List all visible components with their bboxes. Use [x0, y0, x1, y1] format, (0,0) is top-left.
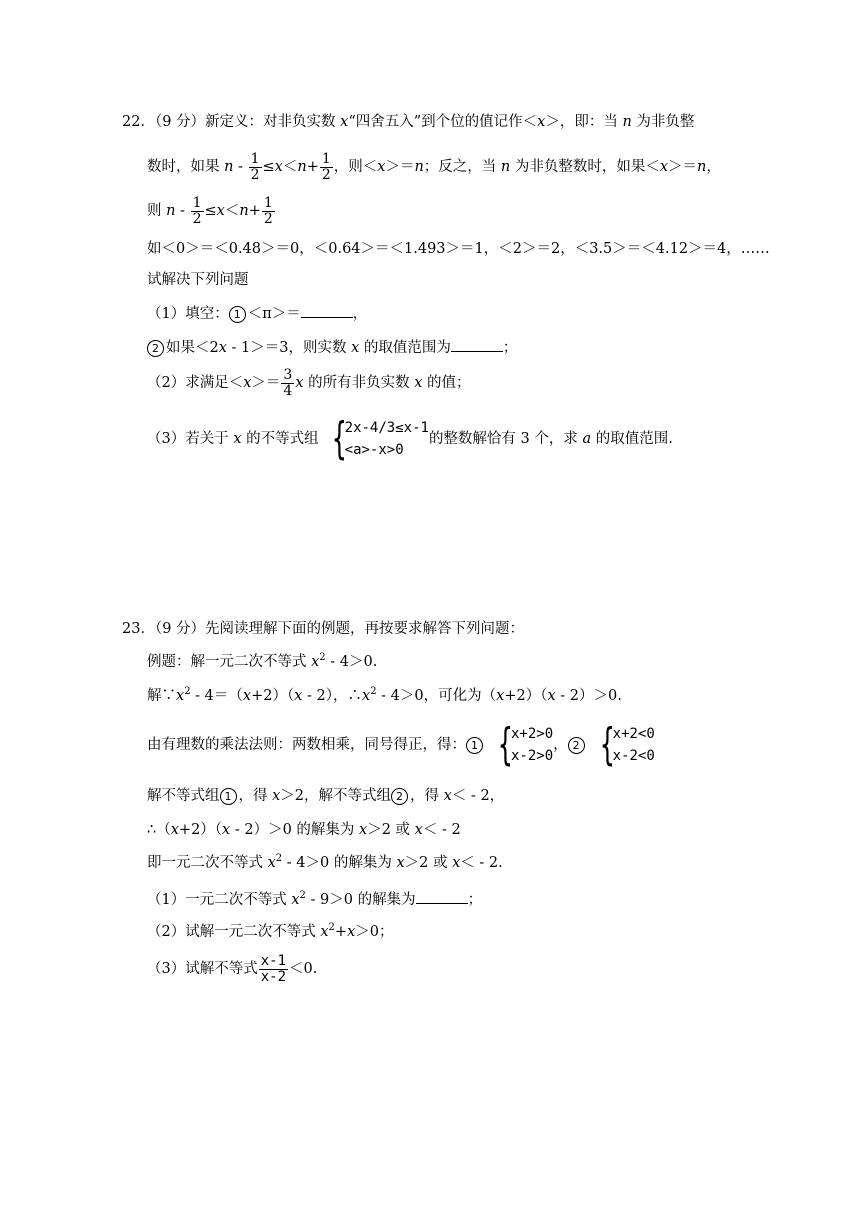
- q23-example: [147, 652, 377, 672]
- text: “四舍五入”到个位的值记作＜: [348, 114, 538, 130]
- text: +2）（: [251, 688, 295, 704]
- frac-num: x-1: [260, 952, 287, 969]
- text: ≤: [204, 203, 217, 219]
- var-x: x: [547, 688, 556, 704]
- text: 的不等式组: [241, 431, 319, 447]
- text: ；: [502, 340, 518, 356]
- q23-part2: [147, 922, 393, 942]
- q23-part3: [147, 950, 317, 988]
- text: ，得: [238, 788, 273, 804]
- frac-den: x-2: [260, 968, 287, 985]
- superscript: 2: [370, 686, 377, 698]
- var-x: x: [359, 822, 368, 838]
- text: ＜π＞＝: [247, 306, 301, 322]
- var-x: x: [243, 375, 252, 391]
- text: - 4＞0.: [325, 654, 378, 670]
- text: ；: [467, 892, 483, 908]
- var-x: x: [414, 375, 423, 391]
- frac-den: 2: [263, 210, 273, 227]
- frac-num: 1: [192, 194, 202, 211]
- text: ，得: [410, 788, 444, 804]
- text: ＜: [224, 203, 240, 219]
- var-x: x: [320, 924, 329, 940]
- var-x: x: [267, 855, 276, 871]
- text: 的取值范围.: [591, 431, 673, 447]
- text: - 4＝（: [190, 688, 243, 704]
- var-x: x: [443, 788, 452, 804]
- text: ＞2，解不等式组: [280, 788, 392, 804]
- fraction-three-quarters: [281, 368, 294, 399]
- text: （2）试解一元二次不等式: [147, 924, 321, 940]
- text: ＜ - 2: [422, 822, 461, 838]
- text: - 4＞0 的解集为: [282, 855, 397, 871]
- var-n: n: [414, 159, 424, 175]
- frac-den: 4: [283, 382, 293, 399]
- q23-solution: [147, 686, 622, 706]
- fraction-half: [249, 152, 262, 183]
- answer-blank[interactable]: [451, 337, 503, 352]
- text: 为非负整: [631, 114, 695, 130]
- system-row: x-2<0: [612, 748, 655, 764]
- text: - 2），∴: [302, 688, 362, 704]
- var-x: x: [311, 654, 320, 670]
- q23-conclusion: [147, 853, 503, 873]
- var-x: x: [496, 688, 505, 704]
- q23-rule: [147, 718, 655, 772]
- q23-therefore: [147, 820, 461, 840]
- q23-solve-systems: [147, 786, 504, 806]
- text: -: [175, 203, 190, 219]
- var-a: a: [582, 431, 592, 447]
- text: 如果＜2: [166, 340, 219, 356]
- text: - 2）＞0.: [555, 688, 622, 704]
- frac-num: 3: [283, 366, 293, 383]
- system-row: x-2>0: [511, 748, 554, 764]
- superscript: 2: [328, 922, 335, 934]
- var-x: x: [537, 114, 546, 130]
- inequality-system-2: [587, 719, 655, 770]
- q22-line1: [122, 112, 694, 132]
- var-x: x: [351, 340, 360, 356]
- text: ，: [706, 159, 721, 175]
- text: 的取值范围为: [359, 340, 451, 356]
- left-brace-icon: {: [497, 719, 513, 770]
- text: ＞＝: [251, 375, 281, 391]
- text: ＜: [282, 159, 298, 175]
- text: （3）若关于: [147, 431, 234, 447]
- system-row: x+2<0: [612, 726, 655, 742]
- answer-blank[interactable]: [416, 889, 468, 904]
- frac-num: 1: [321, 150, 331, 167]
- text: 则: [147, 203, 167, 219]
- system-row: x+2>0: [511, 726, 554, 742]
- frac-den: 2: [192, 210, 202, 227]
- q22-instruction: 试解决下列问题: [147, 272, 249, 288]
- var-x: x: [452, 855, 461, 871]
- superscript: 2: [184, 686, 191, 698]
- q23-title: 23．（9 分）先阅读理解下面的例题，再按要求解答下列问题：: [122, 621, 525, 637]
- var-x: x: [291, 892, 300, 908]
- text: -: [233, 159, 248, 175]
- frac-den: 2: [321, 166, 331, 183]
- text: 数时，如果: [147, 159, 225, 175]
- var-x: x: [274, 159, 283, 175]
- var-n: n: [622, 114, 632, 130]
- circled-number-1: 1: [466, 737, 483, 754]
- frac-num: 1: [250, 150, 260, 167]
- text: ＞2 或: [367, 822, 415, 838]
- var-x: x: [295, 375, 304, 391]
- text: - 2）＞0 的解集为: [230, 822, 360, 838]
- var-x: x: [218, 340, 227, 356]
- var-x: x: [216, 203, 225, 219]
- inequality-system-1: [485, 719, 554, 770]
- fraction-half: [320, 152, 333, 183]
- text: ＞＝: [668, 159, 698, 175]
- text: ＜ - 2.: [460, 855, 503, 871]
- answer-blank[interactable]: [301, 303, 353, 318]
- text: ，: [352, 306, 368, 322]
- q22-line2: [147, 150, 721, 184]
- var-x: x: [659, 159, 669, 175]
- superscript: 2: [275, 853, 283, 865]
- var-x: x: [396, 855, 405, 871]
- inequality-system: [319, 413, 429, 464]
- circled-number-1: 1: [229, 306, 246, 323]
- var-x: x: [222, 822, 231, 838]
- circled-number-2: 2: [391, 788, 408, 805]
- text: ＜0.: [289, 961, 318, 977]
- var-x: x: [377, 159, 386, 175]
- text: （3）试解不等式: [147, 961, 258, 977]
- var-x: x: [233, 431, 242, 447]
- text: ≤: [262, 159, 275, 175]
- q22-part1: [147, 303, 367, 324]
- text: （1）一元二次不等式: [147, 892, 292, 908]
- fraction-half: [262, 196, 275, 227]
- circled-number-2: 2: [147, 340, 164, 357]
- var-x: x: [362, 688, 371, 704]
- q23-part1: [147, 889, 482, 910]
- var-x: x: [170, 822, 179, 838]
- var-x: x: [176, 688, 185, 704]
- text: - 1＞＝3，则实数: [226, 340, 352, 356]
- text: 解不等式组: [147, 788, 220, 804]
- var-n: n: [166, 203, 176, 219]
- text: ；反之，当: [423, 159, 501, 175]
- var-x: x: [272, 788, 281, 804]
- text: 为非负整数时，如果＜: [510, 159, 660, 175]
- var-x: x: [347, 924, 356, 940]
- text: +2）（: [504, 688, 548, 704]
- text: +: [306, 159, 319, 175]
- text: 的值；: [422, 375, 471, 391]
- superscript: 2: [319, 652, 326, 664]
- text: ，则＜: [333, 159, 378, 175]
- var-x: x: [340, 114, 349, 130]
- left-brace-icon: {: [331, 413, 347, 464]
- fraction-rational: [259, 954, 288, 985]
- text: 由有理数的乘法法则：两数相乘，同号得正，得：: [147, 737, 466, 753]
- var-n: n: [297, 159, 307, 175]
- text: - 9＞0 的解集为: [305, 892, 416, 908]
- var-x: x: [294, 688, 303, 704]
- system-row: <a>-x>0: [344, 442, 404, 458]
- var-n: n: [500, 159, 511, 175]
- var-n: n: [224, 159, 234, 175]
- text: ＞，即：当: [545, 114, 623, 130]
- fraction-half: [191, 196, 204, 227]
- text: ∴（: [147, 822, 171, 838]
- text: ＜ - 2，: [451, 788, 505, 804]
- frac-den: 2: [250, 166, 260, 183]
- var-n: n: [697, 159, 707, 175]
- text: ，: [553, 737, 568, 753]
- q22-part3: [147, 412, 673, 466]
- text: 解∵: [147, 688, 176, 704]
- var-n: n: [239, 203, 249, 219]
- text: +2）（: [178, 822, 223, 838]
- text: - 4＞0，可化为（: [376, 688, 497, 704]
- text: 的整数解恰有 3 个，求: [428, 431, 583, 447]
- frac-num: 1: [263, 194, 273, 211]
- q22-part1-2: [147, 337, 517, 358]
- q22-part2: [147, 366, 471, 400]
- q22-examples: 如＜0＞＝＜0.48＞＝0，＜0.64＞＝＜1.493＞＝1，＜2＞＝2，＜3.5＞＝＜4.12＞＝4，……: [147, 241, 770, 257]
- text: ＞＝: [385, 159, 415, 175]
- text: +: [248, 203, 261, 219]
- system-row: 2x-4/3≤x-1: [344, 420, 429, 436]
- circled-number-2: 2: [568, 737, 585, 754]
- var-x: x: [242, 688, 252, 704]
- text: （2）求满足＜: [147, 375, 244, 391]
- text: 即一元二次不等式: [147, 855, 268, 871]
- q22-line3: [147, 194, 276, 228]
- var-x: x: [414, 822, 423, 838]
- circled-number-1: 1: [220, 788, 237, 805]
- left-brace-icon: {: [599, 719, 615, 770]
- superscript: 2: [299, 890, 306, 902]
- text: 22．（9 分）新定义：对非负实数: [122, 114, 341, 130]
- text: （1）填空：: [147, 306, 229, 322]
- text: 例题：解一元二次不等式: [147, 654, 312, 670]
- text: ＞0；: [355, 924, 394, 940]
- text: +: [334, 924, 348, 940]
- text: ＞2 或: [404, 855, 453, 871]
- text: 的所有非负实数: [303, 375, 415, 391]
